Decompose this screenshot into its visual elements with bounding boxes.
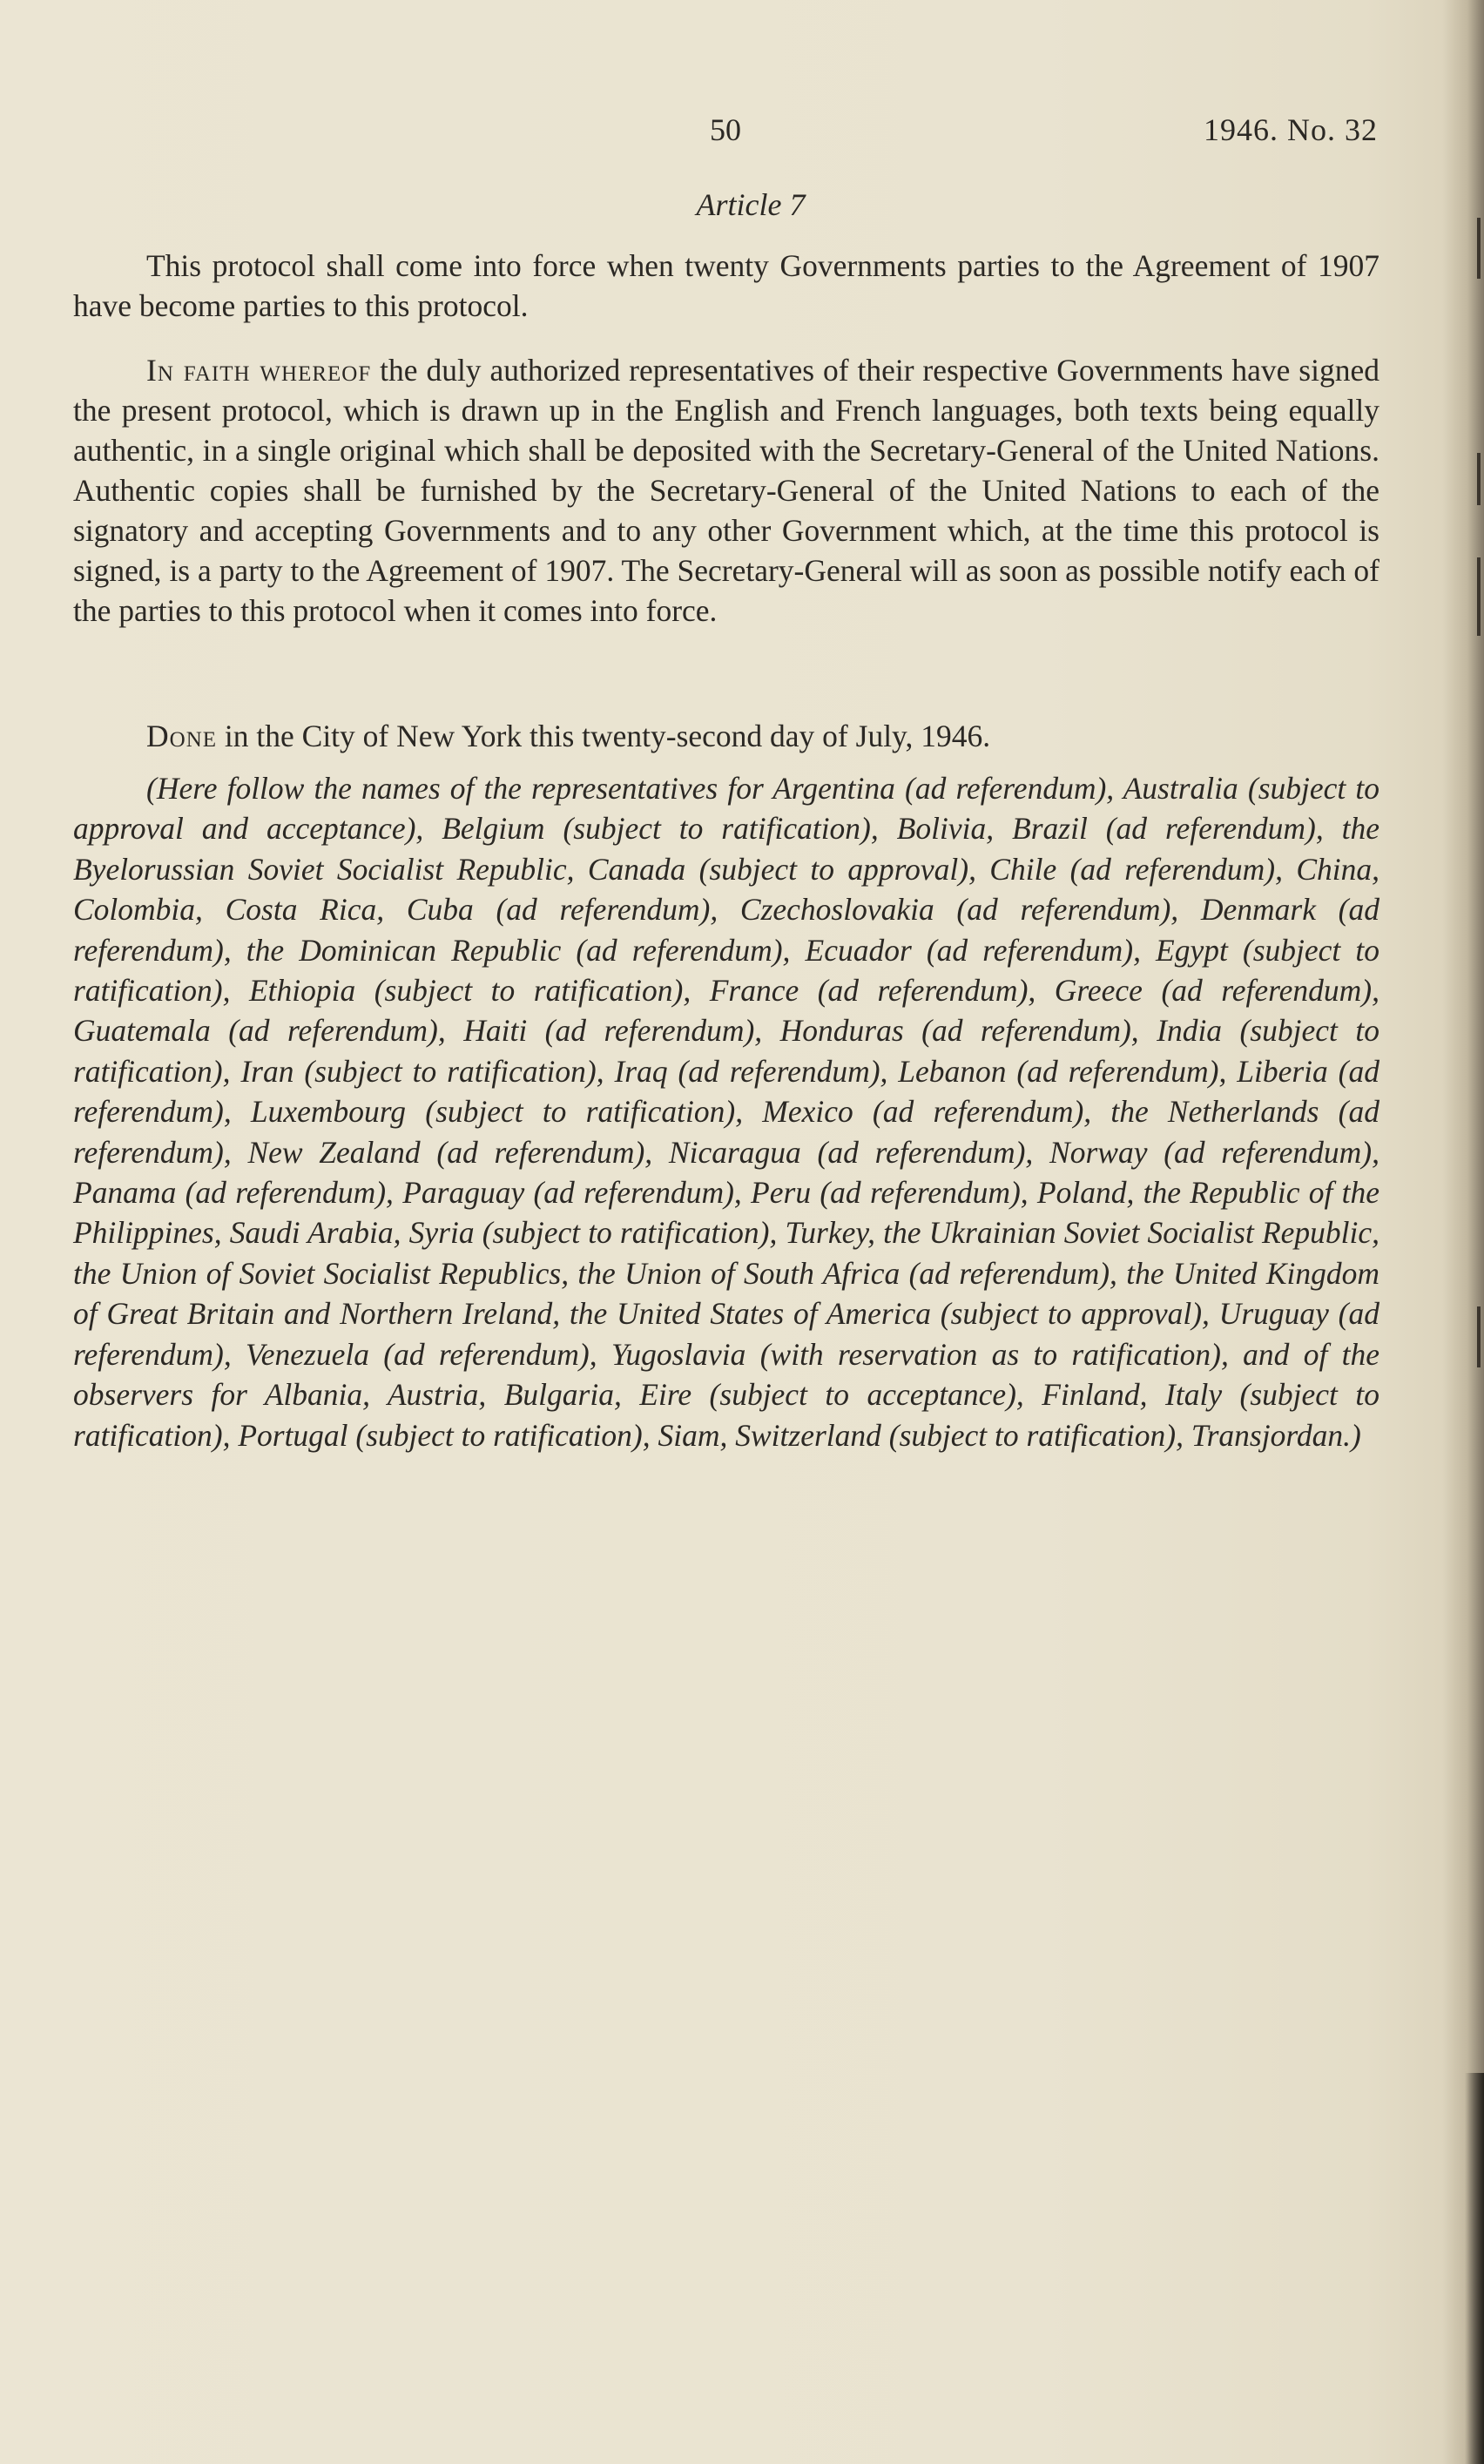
margin-mark [1477, 218, 1481, 279]
done-text: in the City of New York this twenty-second day of July, 1946. [217, 719, 991, 753]
in-faith-whereof-paragraph [73, 350, 1379, 631]
in-faith-text: the duly authorized representatives of their respective Governments have signed the present protocol, which is drawn up in the English and French languages, both texts being equally authentic, in a single original which shall be deposited with the Secretary-General of the United Nations. Authentic copies shall be furnished by the Secretary-General of the United Nations to each of the signatory and accepting Governments and to any other Government which, at the time this protocol is signed, is a party to the Agreement of 1907. The Secretary-General will as soon as possible notify each of the parties to this protocol when it comes into force. [73, 353, 1379, 628]
article-title: Article 7 [696, 187, 806, 222]
margin-mark [1477, 453, 1481, 505]
margin-mark [1477, 557, 1481, 636]
entry-into-force-paragraph: This protocol shall come into force when twenty Governments parties to the Agreement of 1907 have become parties to this protocol. [73, 248, 1379, 323]
done-lead: Done [146, 719, 218, 753]
in-faith-lead: In faith whereof [146, 353, 372, 388]
done-paragraph [73, 716, 1379, 756]
binding-edge [1465, 2073, 1484, 2464]
show-through-print [131, 1690, 1350, 2352]
margin-mark [1477, 1306, 1481, 1367]
page-header [0, 111, 1484, 155]
page-number: 50 [710, 112, 741, 147]
running-head: 1946. No. 32 [1204, 112, 1378, 147]
signatories-paragraph: (Here follow the names of the representatives for Argentina (ad referendum), Australia (subject to approval and acceptance), Belgium (subject to ratification), Bolivia, Brazil (ad referendum), the Byelorussian Soviet Socialist Republic, Canada (subject to approval), Chile (ad referendum), China, Colombia, Costa Rica, Cuba (ad referendum), Czechoslovakia (ad referendum), Denmark (ad referendum), the Dominican Republic (ad referendum), Ecuador (ad referendum), Egypt (subject to ratification), Ethiopia (subject to ratification), France (ad referendum), Greece (ad referendum), Guatemala (ad referendum), Haiti (ad referendum), Honduras (ad referendum), India (subject to ratification), Iran (subject to ratification), Iraq (ad referendum), Lebanon (ad referendum), Liberia (ad referendum), Luxembourg (subject to ratification), Mexico (ad referendum), the Netherlands (ad referendum), New Zealand (ad referendum), Nicaragua (ad referendum), Norway (ad referendum), Panama (ad referendum), Paraguay (ad referendum), Peru (ad referendum), Poland, the Republic of the Philippines, Saudi Arabia, Syria (subject to ratification), Turkey, the Ukrainian Soviet Socialist Republic, the Union of Soviet Socialist Republics, the Union of South Africa (ad referendum), the United Kingdom of Great Britain and Northern Ireland, the United States of America (subject to approval), Uruguay (ad referendum), Venezuela (ad referendum), Yugoslavia (with reservation as to ratification), and of the observers for Albania, Austria, Bulgaria, Eire (subject to acceptance), Finland, Italy (subject to ratification), Portugal (subject to ratification), Siam, Switzerland (subject to ratification), Transjordan.) [73, 771, 1379, 1453]
